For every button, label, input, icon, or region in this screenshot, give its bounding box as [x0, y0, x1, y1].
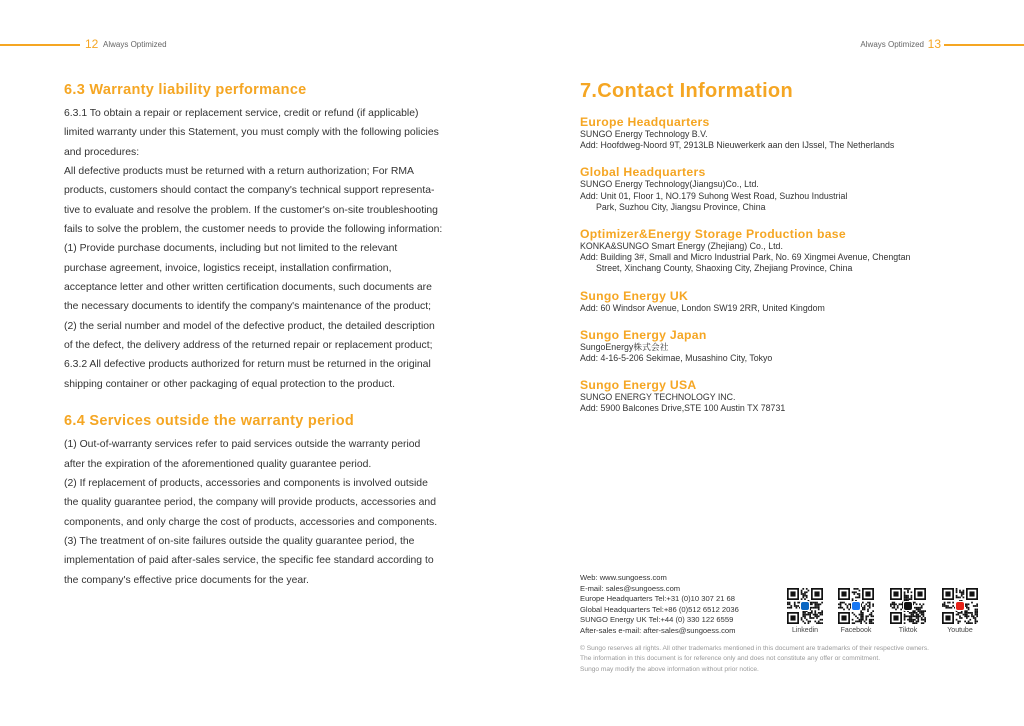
youtube-icon	[942, 588, 978, 624]
contact-line: After-sales e-mail: after-sales@sungoess.com	[580, 625, 736, 635]
paragraph-line: the company's effective price documents for the year.	[64, 574, 309, 586]
paragraph-line: implementation of paid after-sales service, the specific fee standard according to	[64, 555, 434, 567]
facebook-icon	[838, 588, 874, 624]
header-rule-right	[944, 44, 1024, 46]
office-list	[580, 115, 1000, 415]
office-name: Sungo Energy Japan	[580, 327, 707, 342]
paragraph-line: (2) the serial number and model of the defective product, the detailed description	[64, 320, 435, 332]
office-block	[580, 378, 1000, 414]
office-line: Park, Suzhou City, Jiangsu Province, China	[596, 201, 766, 212]
office-line: SUNGO Energy Technology(Jiangsu)Co., Ltd.	[580, 179, 759, 190]
paragraph-line: All defective products must be returned with a return authorization; For RMA	[64, 166, 414, 178]
office-line: Add: 5900 Balcones Drive,STE 100 Austin TX 78731	[580, 403, 786, 414]
office-line: Add: Unit 01, Floor 1, NO.179 Suhong West Road, Suzhou Industrial	[580, 190, 848, 201]
office-line: Add: Building 3#, Small and Micro Industrial Park, No. 69 Xingmei Avenue, Chengtan	[580, 252, 911, 263]
section-6-3-body	[64, 104, 484, 394]
section-6-4	[64, 413, 484, 590]
office-block	[580, 328, 1000, 364]
disclaimer-line: Sungo may modify the above information without prior notice.	[580, 665, 759, 673]
office-block	[580, 115, 1000, 151]
contact-line: E-mail: sales@sungoess.com	[580, 583, 681, 593]
paragraph-line: 6.3.1 To obtain a repair or replacement service, credit or refund (if applicable)	[64, 108, 419, 119]
left-tagline: Always Optimized	[103, 40, 167, 49]
header-rule-left	[0, 44, 80, 46]
paragraph-line: (1) Provide purchase documents, including but not limited to the relevant	[64, 243, 398, 255]
contact-line: SUNGO Energy UK Tel:+44 (0) 330 122 6559	[580, 615, 734, 624]
right-page	[580, 80, 1000, 429]
paragraph-line: 6.3.2 All defective products authorized for return must be returned in the original	[64, 359, 431, 371]
paragraph-line: (2) If replacement of products, accessories and components is involved outside	[64, 477, 428, 489]
paragraph-line: after the expiration of the aforementioned quality guarantee period.	[64, 458, 372, 470]
contact-line: Web: www.sungoess.com	[580, 573, 667, 582]
paragraph-line: purchase agreement, invoice, logistics receipt, installation confirmation,	[64, 262, 392, 274]
paragraph-line: the quality guarantee period, the company will provide products, accessories and	[64, 497, 436, 509]
qr-code-tiktok	[889, 588, 927, 634]
office-name: Sungo Energy UK	[580, 288, 689, 303]
contact-details	[580, 573, 780, 636]
disclaimer	[580, 644, 1000, 675]
qr-code-label: Youtube	[947, 627, 973, 634]
tiktok-icon	[890, 588, 926, 624]
section-6-4-body	[64, 435, 484, 590]
paragraph-line: of the defect, the delivery address of the returned repair or replacement product;	[64, 340, 433, 352]
office-block	[580, 227, 1000, 275]
office-line: Street, Xinchang County, Shaoxing City, Zhejiang Province, China	[596, 263, 853, 274]
office-name: Europe Headquarters	[580, 115, 710, 129]
paragraph-line: components, and only charge the cost of products, accessories and components.	[64, 516, 438, 528]
qr-code-image	[786, 588, 824, 624]
office-line: Add: 60 Windsor Avenue, London SW19 2RR, United Kingdom	[580, 302, 825, 313]
office-line: Add: 4-16-5-206 Sekimae, Musashino City, Tokyo	[580, 353, 773, 364]
office-line: SungoEnergy株式会社	[580, 341, 669, 352]
section-6-3-title: 6.3 Warranty liability performance	[64, 82, 307, 98]
right-page-number: 13	[927, 37, 941, 51]
contact-information-title: 7.Contact Information	[580, 80, 793, 102]
left-page	[64, 82, 484, 590]
paragraph-line: (3) The treatment of on-site failures outside the quality guarantee period, the	[64, 535, 415, 547]
disclaimer-line: © Sungo reserves all rights. All other trademarks mentioned in this document are trademarks of their respective owners.	[580, 645, 929, 652]
qr-code-image	[941, 588, 979, 624]
disclaimer-line: The information in this document is for reference only and does not constitute any offer or commitment.	[580, 655, 881, 663]
paragraph-line: and procedures:	[64, 146, 140, 158]
qr-code-linkedin	[786, 588, 824, 634]
contact-line: Europe Headquarters Tel:+31 (0)10 307 21 68	[580, 594, 736, 603]
qr-code-facebook	[837, 588, 875, 634]
paragraph-line: acceptance letter and other written certification documents, such documents are	[64, 282, 432, 294]
qr-code-image	[889, 588, 927, 624]
left-page-number: 12	[85, 37, 99, 51]
paragraph-line: fails to solve the problem, the customer needs to provide the following information:	[64, 224, 443, 236]
contact-line: Global Headquarters Tel:+86 (0)512 6512 2036	[580, 604, 739, 614]
office-line: SUNGO Energy Technology B.V.	[580, 129, 708, 139]
qr-code-label: Tiktok	[898, 627, 918, 634]
office-name: Optimizer&Energy Storage Production base	[580, 227, 846, 242]
qr-code-youtube	[941, 588, 979, 634]
paragraph-line: products, customers should contact the company's technical support representa-	[64, 185, 435, 197]
paragraph-line: tive to evaluate and resolve the problem. If the customer's on-site troubleshooting	[64, 204, 438, 216]
qr-code-label: Facebook	[840, 627, 872, 634]
right-tagline: Always Optimized	[860, 40, 924, 49]
section-6-3	[64, 82, 484, 394]
paragraph-line: limited warranty under this Statement, you must comply with the following policies	[64, 127, 439, 139]
office-line: Add: Hoofdweg-Noord 9T, 2913LB Nieuwerkerk aan den IJssel, The Netherlands	[580, 140, 895, 151]
office-block	[580, 165, 1000, 213]
paragraph-line: (1) Out-of-warranty services refer to paid services outside the warranty period	[64, 439, 421, 451]
office-name: Global Headquarters	[580, 165, 706, 180]
qr-code-label: Linkedin	[791, 627, 819, 634]
linkedin-icon	[787, 588, 823, 624]
paragraph-line: the necessary documents to identify the company's maintenance of the product;	[64, 301, 432, 313]
office-line: KONKA&SUNGO Smart Energy (Zhejiang) Co., Ltd.	[580, 241, 783, 252]
section-6-4-title: 6.4 Services outside the warranty period	[64, 413, 355, 430]
office-name: Sungo Energy USA	[580, 378, 697, 393]
paragraph-line: shipping container or other packaging of equal protection to the product.	[64, 378, 395, 390]
qr-code-image	[837, 588, 875, 624]
office-block	[580, 289, 1000, 314]
office-line: SUNGO ENERGY TECHNOLOGY INC.	[580, 392, 736, 403]
social-qr-codes	[786, 588, 980, 640]
